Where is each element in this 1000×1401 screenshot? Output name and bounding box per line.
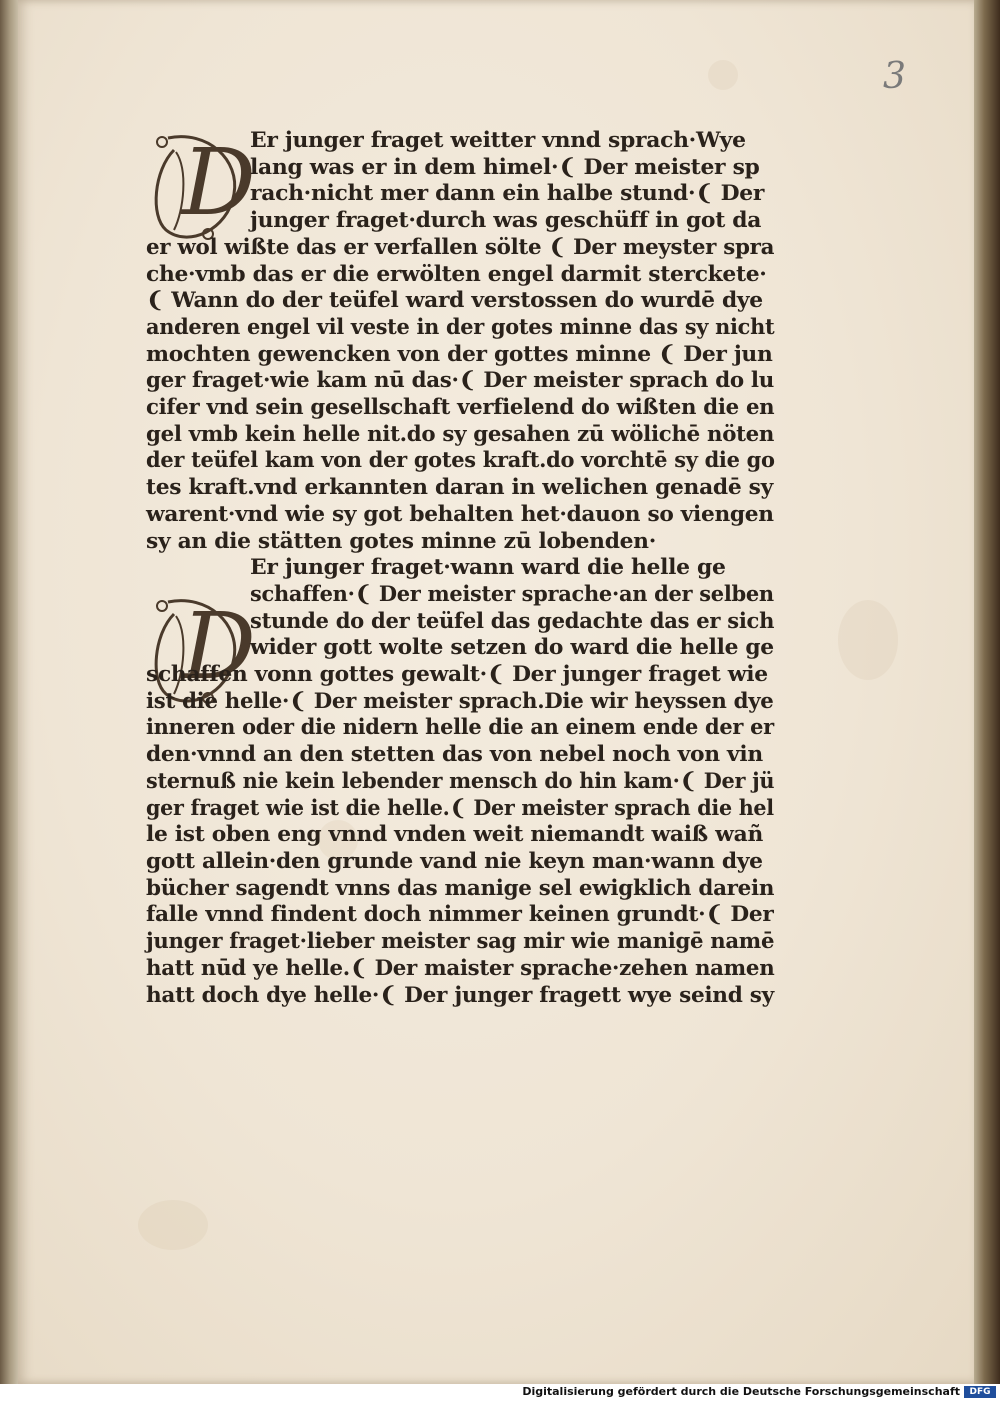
text-line: ger fraget wie ist die helle.❨ Der meister sprach die hel	[146, 795, 774, 821]
page	[18, 0, 982, 1384]
text-line: den·vnnd an den stetten das von nebel noch von vin	[146, 742, 763, 768]
text-line: bücher sagendt vnns das manige sel ewigklich darein	[146, 875, 775, 901]
text-line: gott allein·den grunde vand nie keyn man·wann dye	[146, 848, 763, 874]
text-line: anderen engel vil veste in der gotes minne das sy nicht	[146, 314, 775, 340]
text-line: hatt nūd ye helle.❨ Der maister sprache·zehen namen	[146, 955, 775, 981]
text-line: falle vnnd findent doch nimmer keinen grundt·❨ Der	[146, 902, 774, 928]
text-line: cifer vnd sein gesellschaft verfielend do wißten die en	[146, 395, 775, 421]
text-block	[146, 128, 775, 1009]
text-line: ger fraget·wie kam nū das·❨ Der meister sprach do lu	[146, 368, 775, 394]
text-line: schaffen·❨ Der meister sprache·an der selben	[250, 581, 774, 607]
book-binding-right	[974, 0, 1000, 1384]
text-line: wider gott wolte setzen do ward die helle ge	[250, 635, 774, 661]
text-line: junger fraget·lieber meister sag mir wie manigē namē	[146, 929, 775, 955]
text-line: mochten gewencken von der gottes minne ❨ Der jun	[146, 341, 773, 367]
text-line: le ist oben eng vnnd vnden weit niemandt waiß wañ	[146, 822, 763, 848]
footer-bar	[0, 1384, 1000, 1401]
text-line: Er junger fraget weitter vnnd sprach·Wye	[250, 128, 746, 153]
text-line: sy an die stätten gotes minne zū lobenden·	[146, 528, 656, 554]
text-line: sternuß nie kein lebender mensch do hin kam·❨ Der jü	[146, 768, 775, 794]
text-line: junger fraget·durch was geschüff in got da	[250, 208, 762, 234]
footer-credit: Digitalisierung gefördert durch die Deutsche Forschungsgemeinschaft	[522, 1385, 960, 1398]
initial-letter: D	[182, 129, 256, 236]
text-line: warent·vnd wie sy got behalten het·dauon so viengen	[146, 501, 774, 527]
initial-letter: D	[182, 593, 256, 700]
text-line: gel vmb kein helle nit.do sy gesahen zū wölichē nöten	[146, 421, 775, 447]
text-line: che·vmb das er die erwölten engel darmit sterckete·	[146, 261, 767, 287]
text-line: lang was er in dem himel·❨ Der meister sp	[250, 154, 760, 180]
folio-number: 3	[883, 56, 906, 97]
text-line: stunde do der teüfel das gedachte das er sich	[249, 608, 775, 634]
text-line: Er junger fraget·wann ward die helle ge	[250, 555, 726, 581]
dfg-logo: DFG	[964, 1386, 996, 1398]
text-line: rach·nicht mer dann ein halbe stund·❨ Der	[250, 181, 765, 207]
text-line: der teüfel kam von der gotes kraft.do vorchtē sy die go	[146, 448, 775, 474]
text-line: ❨ Wann do der teüfel ward verstossen do wurdē dye	[146, 288, 763, 314]
text-line: tes kraft.vnd erkannten daran in welichen genadē sy	[146, 475, 773, 501]
text-line: inneren oder die nidern helle die an einem ende der er	[146, 715, 774, 741]
text-line: er wol wißte das er verfallen sölte ❨ Der meyster spra	[146, 234, 775, 260]
text-line: hatt doch dye helle·❨ Der junger fragett wye seind sy	[146, 982, 774, 1008]
text-line: ist die helle·❨ Der meister sprach.Die wir heyssen dye	[146, 688, 774, 714]
text-line: schaffen vonn gottes gewalt·❨ Der junger fraget wie	[146, 662, 768, 688]
